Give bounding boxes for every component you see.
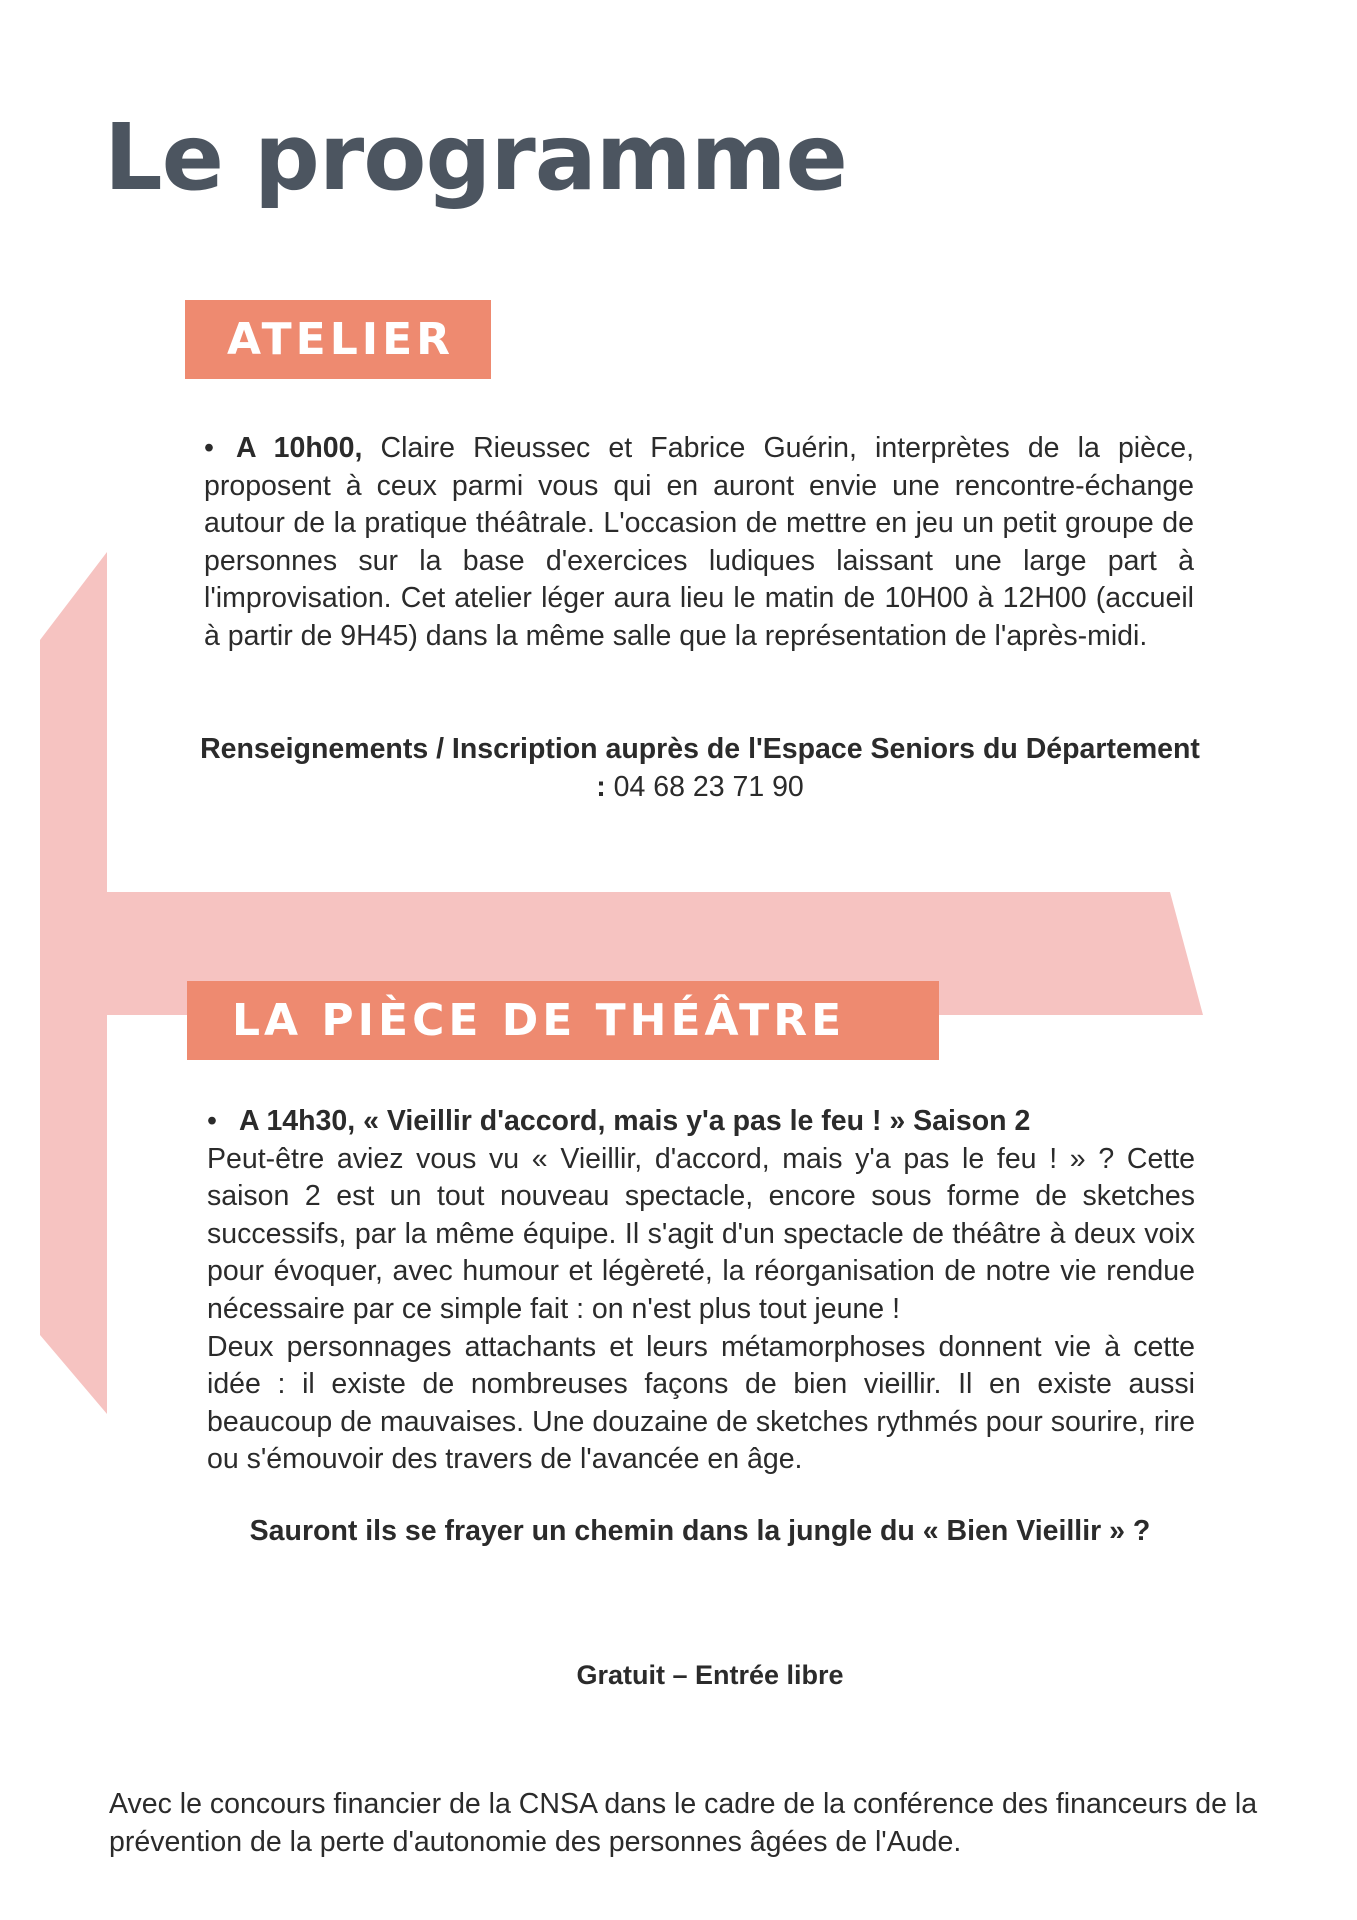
piece-show-title: « Vieillir d'accord, mais y'a pas le feu ! » Saison 2 <box>363 1105 1031 1137</box>
bullet-icon: • <box>207 1105 217 1137</box>
admission-info: Gratuit – Entrée libre <box>576 1660 844 1690</box>
atelier-phone: 04 68 23 71 90 <box>613 771 804 803</box>
piece-banner: LA PIÈCE DE THÉÂTRE <box>187 981 939 1060</box>
bullet-icon: • <box>204 432 214 464</box>
atelier-info-label: Renseignements / Inscription auprès de l'Espace Seniors du Département : <box>200 733 1200 803</box>
atelier-description <box>204 430 1194 656</box>
atelier-banner: ATELIER <box>185 300 491 379</box>
atelier-text: Claire Rieussec et Fabrice Guérin, interprètes de la pièce, proposent à ceux parmi vous qui en auront envie une rencontre-échange autour de la pratique théâtrale. L'occasion de mettre en jeu un petit groupe de personnes sur la base d'exercices ludiques laissant une large part à l'improvisation. Cet atelier léger aura lieu le matin de 10H00 à 12H00 (accueil à partir de 9H45) dans la même salle que la représentation de l'après-midi. <box>204 432 1195 652</box>
atelier-time: A 10h00, <box>236 432 363 464</box>
piece-text-2: Deux personnages attachants et leurs métamorphoses donnent vie à cette idée : il existe de nombreuses façons de bien vieillir. Il en existe aussi beaucoup de mauvaises. Une douzaine de sketches rythmés pour sourire, rire ou s'émouvoir des travers de l'avancée en âge. <box>207 1330 1195 1476</box>
piece-description <box>207 1103 1195 1479</box>
page-title: Le programme <box>104 104 847 211</box>
atelier-info <box>200 730 1200 806</box>
piece-text: Peut-être aviez vous vu « Vieillir, d'accord, mais y'a pas le feu ! » ? Cette saison 2 est un tout nouveau spectacle, encore sous forme de sketches successifs, par la même équipe. Il s'agit d'un spectacle de théâtre à deux voix pour évoquer, avec humour et légèreté, la réorganisation de notre vie rendue nécessaire par ce simple fait : on n'est plus tout jeune ! <box>207 1142 1195 1325</box>
piece-question: Sauront ils se frayer un chemin dans la jungle du « Bien Vieillir » ? <box>249 1515 1151 1547</box>
footer-credits: Avec le concours financier de la CNSA dans le cadre de la conférence des financeurs de la prévention de la perte d'autonomie des personnes âgées de l'Aude. <box>109 1788 1258 1858</box>
piece-time: A 14h30, <box>239 1105 356 1137</box>
